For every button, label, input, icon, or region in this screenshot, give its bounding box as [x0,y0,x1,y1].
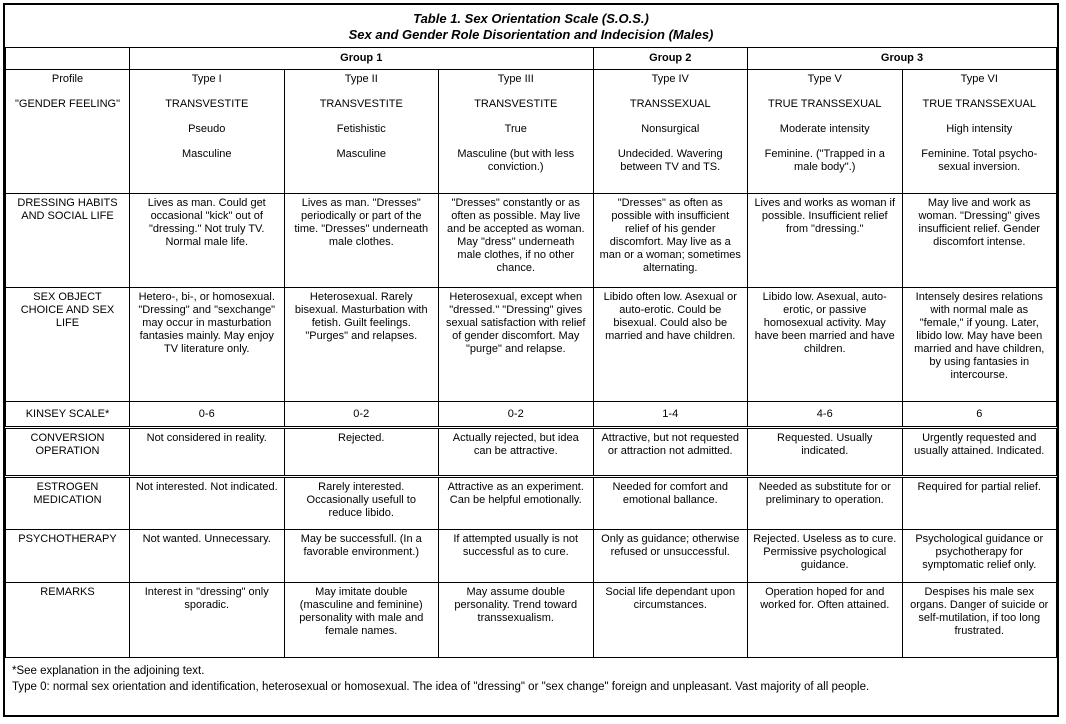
table-cell: Intensely desires relations with normal male as "female," if young. Later, libido low. May have been married and have children, by using fantasies in intercourse. [902,288,1057,402]
table-cell: Not considered in reality. [130,428,285,477]
table-cell: Heterosexual. Rarely bisexual. Masturbation with fetish. Guilt feelings. "Purges" and relapses. [284,288,439,402]
page-frame [3,3,1059,717]
table-cell: Hetero-, bi-, or homosexual. "Dressing" and "sexchange" may occur in masturbation fantasies mainly. May enjoy TV literature only. [130,288,285,402]
type-feeling: Feminine. Total psycho-sexual inversion. [921,148,1038,173]
type-feeling: Feminine. ("Trapped in a male body".) [764,148,885,173]
row-conversion-operation [6,428,1057,477]
row-label-estrogen-medication: ESTROGEN MEDICATION [6,477,130,530]
table-cell: Lives as man. "Dresses" periodically or part of the time. "Dresses" underneath male clothes. [284,194,439,288]
profile-row-label [6,70,130,194]
group-3-header: Group 3 [748,48,1057,70]
table-cell: Needed as substitute for or preliminary to operation. [748,477,903,530]
table-cell: Not wanted. Unnecessary. [130,530,285,583]
type-category: TRUE TRANSSEXUAL [768,98,882,110]
table-cell: Psychological guidance or psychotherapy for symptomatic relief only. [902,530,1057,583]
table-cell: Only as guidance; otherwise refused or unsuccessful. [593,530,748,583]
type-category: TRANSVESTITE [474,98,558,110]
row-estrogen-medication [6,477,1057,530]
type-name: Type I [191,73,222,85]
table-cell: Social life dependant upon circumstances. [593,583,748,658]
footnote-2: Type 0: normal sex orientation and identification, heterosexual or homosexual. The idea of "dressing" or "sex change" foreign and unpleasant. Vast majority of all people. [12,681,870,693]
row-label-kinsey-scale: KINSEY SCALE* [6,402,130,428]
table-cell: Despises his male sex organs. Danger of suicide or self-mutilation, if too long frustrated. [902,583,1057,658]
type-category: TRANSSEXUAL [629,98,711,110]
table-cell: Required for partial relief. [902,477,1057,530]
table-cell: Requested. Usually indicated. [748,428,903,477]
table-title [5,5,1057,47]
table-cell: "Dresses" constantly or as often as possible. May live and be accepted as woman. May "dress" underneath male clothes, if no other chance. [439,194,594,288]
type-name: Type V [807,73,842,85]
row-dressing-habits [6,194,1057,288]
row-sex-object-choice [6,288,1057,402]
type-feeling: Undecided. Wavering between TV and TS. [617,148,723,173]
type-subtype: True [504,123,527,135]
table-cell: If attempted usually is not successful as to cure. [439,530,594,583]
row-label-remarks: REMARKS [6,583,130,658]
table-cell: May imitate double (masculine and feminine) personality with male and female names. [284,583,439,658]
type-feeling: Masculine (but with less conviction.) [457,148,575,173]
table-cell: Lives and works as woman if possible. Insufficient relief from "dressing." [748,194,903,288]
type-category: TRANSVESTITE [165,98,249,110]
corner-cell [6,48,130,70]
table-cell: Needed for comfort and emotional ballance. [593,477,748,530]
footnote-1: *See explanation in the adjoining text. [12,665,205,677]
table-cell: Not interested. Not indicated. [130,477,285,530]
table-cell: Rejected. [284,428,439,477]
profile-type-4 [593,70,748,194]
row-label-conversion-operation: CONVERSION OPERATION [6,428,130,477]
type-subtype: Nonsurgical [641,123,700,135]
table-cell: Urgently requested and usually attained. Indicated. [902,428,1057,477]
profile-type-2 [284,70,439,194]
table-cell: Lives as man. Could get occasional "kick" out of "dressing." Not truly TV. Normal male life. [130,194,285,288]
table-cell: 0-6 [130,402,285,428]
row-remarks [6,583,1057,658]
table-cell: 6 [902,402,1057,428]
table-cell: Interest in "dressing" only sporadic. [130,583,285,658]
row-kinsey-scale [6,402,1057,428]
type-subtype: Fetishistic [336,123,386,135]
table-cell: 0-2 [284,402,439,428]
table-title-line1: Table 1. Sex Orientation Scale (S.O.S.) [413,11,649,26]
gender-feeling-label: "GENDER FEELING" [15,98,120,110]
profile-type-1 [130,70,285,194]
type-category: TRUE TRANSSEXUAL [922,98,1036,110]
row-label-psychotherapy: PSYCHOTHERAPY [6,530,130,583]
group-header-row [6,48,1057,70]
table-cell: Libido low. Asexual, auto-erotic, or passive homosexual activity. May have been married and have children. [748,288,903,402]
table-cell: 0-2 [439,402,594,428]
table-cell: May be successfull. (In a favorable environment.) [284,530,439,583]
type-category: TRANSVESTITE [319,98,403,110]
table-cell: Libido often low. Asexual or auto-erotic. Could be bisexual. Could also be married and have children. [593,288,748,402]
profile-label: Profile [51,73,84,85]
type-name: Type II [344,73,378,85]
footnotes [5,658,1057,715]
type-name: Type VI [960,73,998,85]
row-label-dressing-habits: DRESSING HABITS AND SOCIAL LIFE [6,194,130,288]
table-cell: Actually rejected, but idea can be attractive. [439,428,594,477]
type-feeling: Masculine [336,148,387,160]
table-cell: 4-6 [748,402,903,428]
type-feeling: Masculine [181,148,232,160]
table-cell: Heterosexual, except when "dressed." "Dressing" gives sexual satisfaction with relief of gender discomfort. May "purge" and relapse. [439,288,594,402]
table-title-line2: Sex and Gender Role Disorientation and Indecision (Males) [348,27,714,42]
table-cell: May live and work as woman. "Dressing" gives insufficient relief. Gender discomfort intense. [902,194,1057,288]
profile-type-5 [748,70,903,194]
profile-type-3 [439,70,594,194]
table-cell: Attractive as an experiment. Can be helpful emotionally. [439,477,594,530]
table-cell: Rarely interested. Occasionally usefull to reduce libido. [284,477,439,530]
table-cell: "Dresses" as often as possible with insufficient relief of his gender discomfort. May live as a man or a woman; sometimes alternating. [593,194,748,288]
row-label-sex-object-choice: SEX OBJECT CHOICE AND SEX LIFE [6,288,130,402]
profile-type-6 [902,70,1057,194]
table-cell: May assume double personality. Trend toward transsexualism. [439,583,594,658]
row-psychotherapy [6,530,1057,583]
group-2-header: Group 2 [593,48,748,70]
table-cell: Operation hoped for and worked for. Often attained. [748,583,903,658]
sos-table [5,47,1057,658]
group-1-header: Group 1 [130,48,594,70]
type-subtype: Moderate intensity [779,123,870,135]
type-name: Type III [497,73,534,85]
table-cell: Rejected. Useless as to cure. Permissive psychological guidance. [748,530,903,583]
profile-row [6,70,1057,194]
table-cell: 1-4 [593,402,748,428]
type-name: Type IV [651,73,689,85]
type-subtype: High intensity [946,123,1013,135]
table-cell: Attractive, but not requested or attraction not admitted. [593,428,748,477]
type-subtype: Pseudo [188,123,226,135]
